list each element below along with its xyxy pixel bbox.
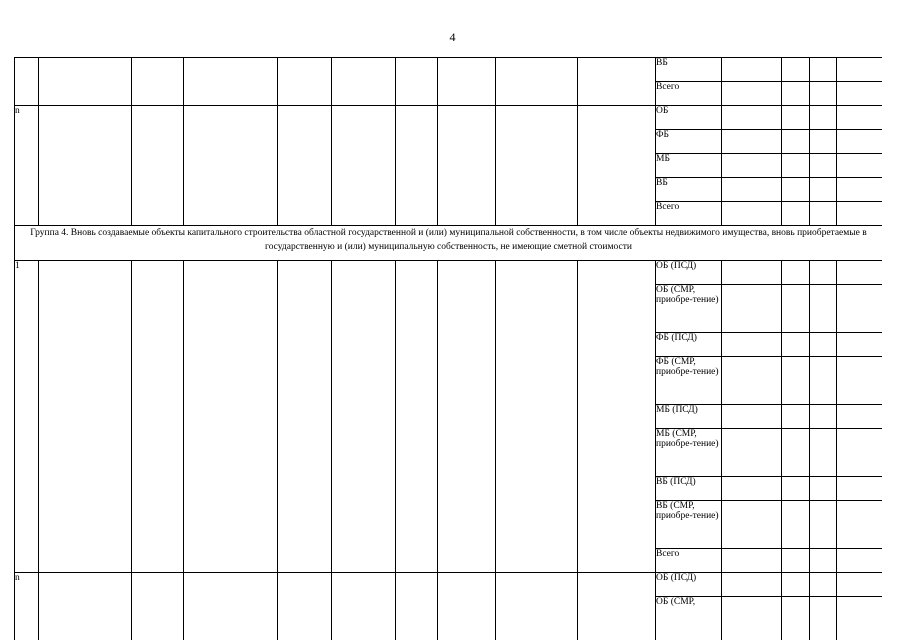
group-heading-row	[15, 226, 883, 261]
funding-source-label: ФБ (СМР, приобре-тение)	[656, 357, 722, 405]
funding-source-label: ОБ (СМР,	[656, 597, 722, 640]
document-sheet	[14, 57, 882, 640]
funding-source-label: ФБ	[656, 130, 722, 154]
funding-table	[14, 57, 882, 640]
funding-source-label: Всего	[656, 82, 722, 106]
funding-source-label: ОБ (ПСД)	[656, 573, 722, 597]
funding-source-label: Всего	[656, 202, 722, 226]
funding-source-label: ВБ (ПСД)	[656, 477, 722, 501]
funding-source-label: Всего	[656, 549, 722, 573]
page-number: 4	[449, 30, 456, 44]
row-number-cell: n	[15, 106, 39, 226]
funding-source-label: МБ (СМР, приобре-тение)	[656, 429, 722, 477]
funding-source-label: ОБ	[656, 106, 722, 130]
funding-source-label: МБ	[656, 154, 722, 178]
funding-source-label: МБ (ПСД)	[656, 405, 722, 429]
row-number-cell: 1	[15, 261, 39, 573]
funding-source-label: ОБ (ПСД)	[656, 261, 722, 285]
funding-source-label: ВБ	[656, 58, 722, 82]
funding-source-label: ФБ (ПСД)	[656, 333, 722, 357]
funding-source-label: ОБ (СМР, приобре-тение)	[656, 285, 722, 333]
row-number-cell	[15, 58, 39, 106]
table-row	[15, 106, 883, 130]
row-number-cell: n	[15, 573, 39, 640]
group-heading: Группа 4. Вновь создаваемые объекты капитального строительства областной государственной и (или) муниципальной собственности, в том числе объекты недвижимого имущества, вновь приобретаемые в государственную и (или) муниципальную собственность, не имеющие сметной стоимости	[15, 226, 883, 261]
funding-source-label: ВБ (СМР, приобре-тение)	[656, 501, 722, 549]
table-row	[15, 573, 883, 597]
table-row	[15, 261, 883, 285]
table-row	[15, 58, 883, 82]
funding-source-label: ВБ	[656, 178, 722, 202]
